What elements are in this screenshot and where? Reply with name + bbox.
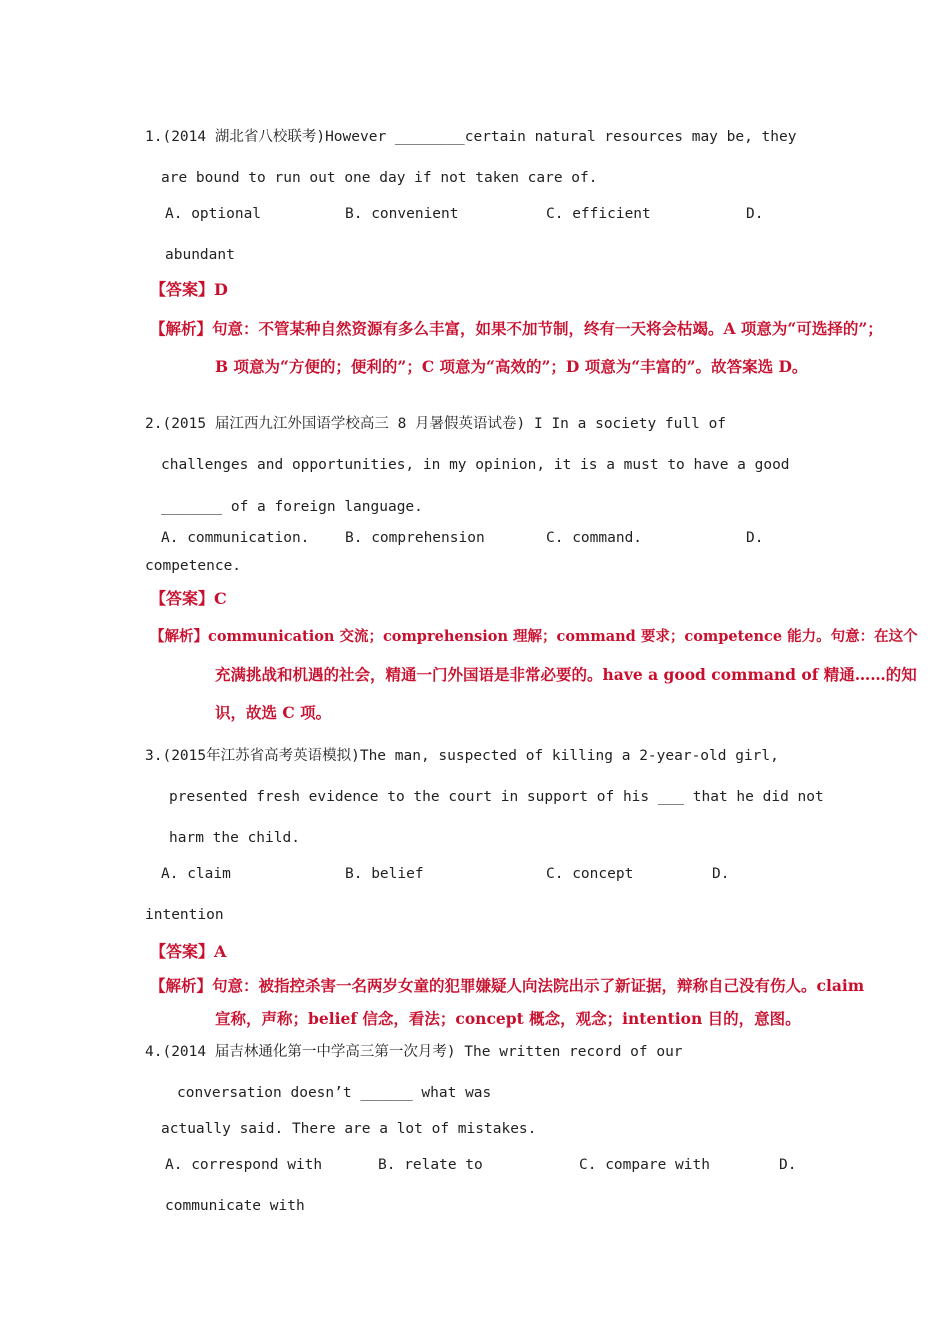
question-3-stem-line-2: presented fresh evidence to the court in support of his ___ that he did not bbox=[169, 789, 824, 805]
question-2-option-c: C. command. bbox=[546, 530, 643, 546]
question-1-option-d: D. bbox=[746, 206, 764, 222]
question-3-option-a: A. claim bbox=[161, 866, 231, 882]
question-1-explanation-line-1: 【解析】句意：不管某种自然资源有多么丰富，如果不加节制，终有一天将会枯竭。A 项意为“可选择的”； bbox=[150, 319, 883, 338]
question-2-option-b: B. comprehension bbox=[345, 530, 485, 546]
question-4-stem-line-2: conversation doesn’t ______ what was bbox=[177, 1085, 492, 1101]
question-1-option-c: C. efficient bbox=[546, 206, 651, 222]
question-1-option-b: B. convenient bbox=[345, 206, 459, 222]
question-3-option-b: B. belief bbox=[345, 866, 424, 882]
question-3-stem-line-3: harm the child. bbox=[169, 830, 300, 846]
question-2-answer: 【答案】C bbox=[150, 589, 227, 608]
question-3-option-d-text: intention bbox=[145, 907, 224, 923]
question-4-stem-line-3: actually said. There are a lot of mistakes. bbox=[161, 1121, 537, 1137]
question-3-stem-line-1: 3.(2015年江苏省高考英语模拟)The man, suspected of killing a 2-year-old girl, bbox=[145, 748, 779, 764]
question-2-explanation-line-1: 【解析】communication 交流；comprehension 理解；command 要求；competence 能力。句意：在这个 bbox=[150, 628, 918, 645]
question-3-option-c: C. concept bbox=[546, 866, 634, 882]
question-2-option-d-text: competence. bbox=[145, 558, 242, 574]
question-2-option-a: A. communication. bbox=[161, 530, 310, 546]
question-1-option-a: A. optional bbox=[165, 206, 262, 222]
question-2-stem-line-2: challenges and opportunities, in my opinion, it is a must to have a good bbox=[161, 457, 790, 473]
question-1-explanation-line-2: B 项意为“方便的；便利的”；C 项意为“高效的”；D 项意为“丰富的”。故答案选 D。 bbox=[215, 357, 808, 376]
question-3-explanation-line-2: 宣称，声称；belief 信念，看法；concept 概念，观念；intention 目的，意图。 bbox=[215, 1009, 801, 1028]
question-2-stem-line-3: _______ of a foreign language. bbox=[161, 499, 423, 515]
question-4-stem-line-1: 4.(2014 届吉林通化第一中学高三第一次月考) The written record of our bbox=[145, 1044, 683, 1060]
question-4-option-c: C. compare with bbox=[579, 1157, 710, 1173]
question-1-stem-line-2: are bound to run out one day if not taken care of. bbox=[161, 170, 598, 186]
question-1-stem-line-1: 1.(2014 湖北省八校联考)However ________certain natural resources may be, they bbox=[145, 129, 797, 145]
question-2-option-d: D. bbox=[746, 530, 764, 546]
question-4-option-d: D. bbox=[779, 1157, 797, 1173]
question-2-explanation-line-2: 充满挑战和机遇的社会，精通一门外国语是非常必要的。have a good command of 精通……的知 bbox=[215, 665, 917, 684]
question-4-option-d-text: communicate with bbox=[165, 1198, 305, 1214]
question-2-explanation-line-3: 识，故选 C 项。 bbox=[215, 703, 332, 722]
question-3-explanation-line-1: 【解析】句意：被指控杀害一名两岁女童的犯罪嫌疑人向法院出示了新证据，辩称自己没有伤人。claim bbox=[150, 976, 865, 995]
question-2-stem-line-1: 2.(2015 届江西九江外国语学校高三 8 月暑假英语试卷) I In a society full of bbox=[145, 416, 727, 432]
question-4-option-a: A. correspond with bbox=[165, 1157, 323, 1173]
question-3-option-d: D. bbox=[712, 866, 730, 882]
question-1-answer: 【答案】D bbox=[150, 280, 228, 299]
question-1-option-d-text: abundant bbox=[165, 247, 235, 263]
question-3-answer: 【答案】A bbox=[150, 942, 227, 961]
question-4-option-b: B. relate to bbox=[378, 1157, 483, 1173]
